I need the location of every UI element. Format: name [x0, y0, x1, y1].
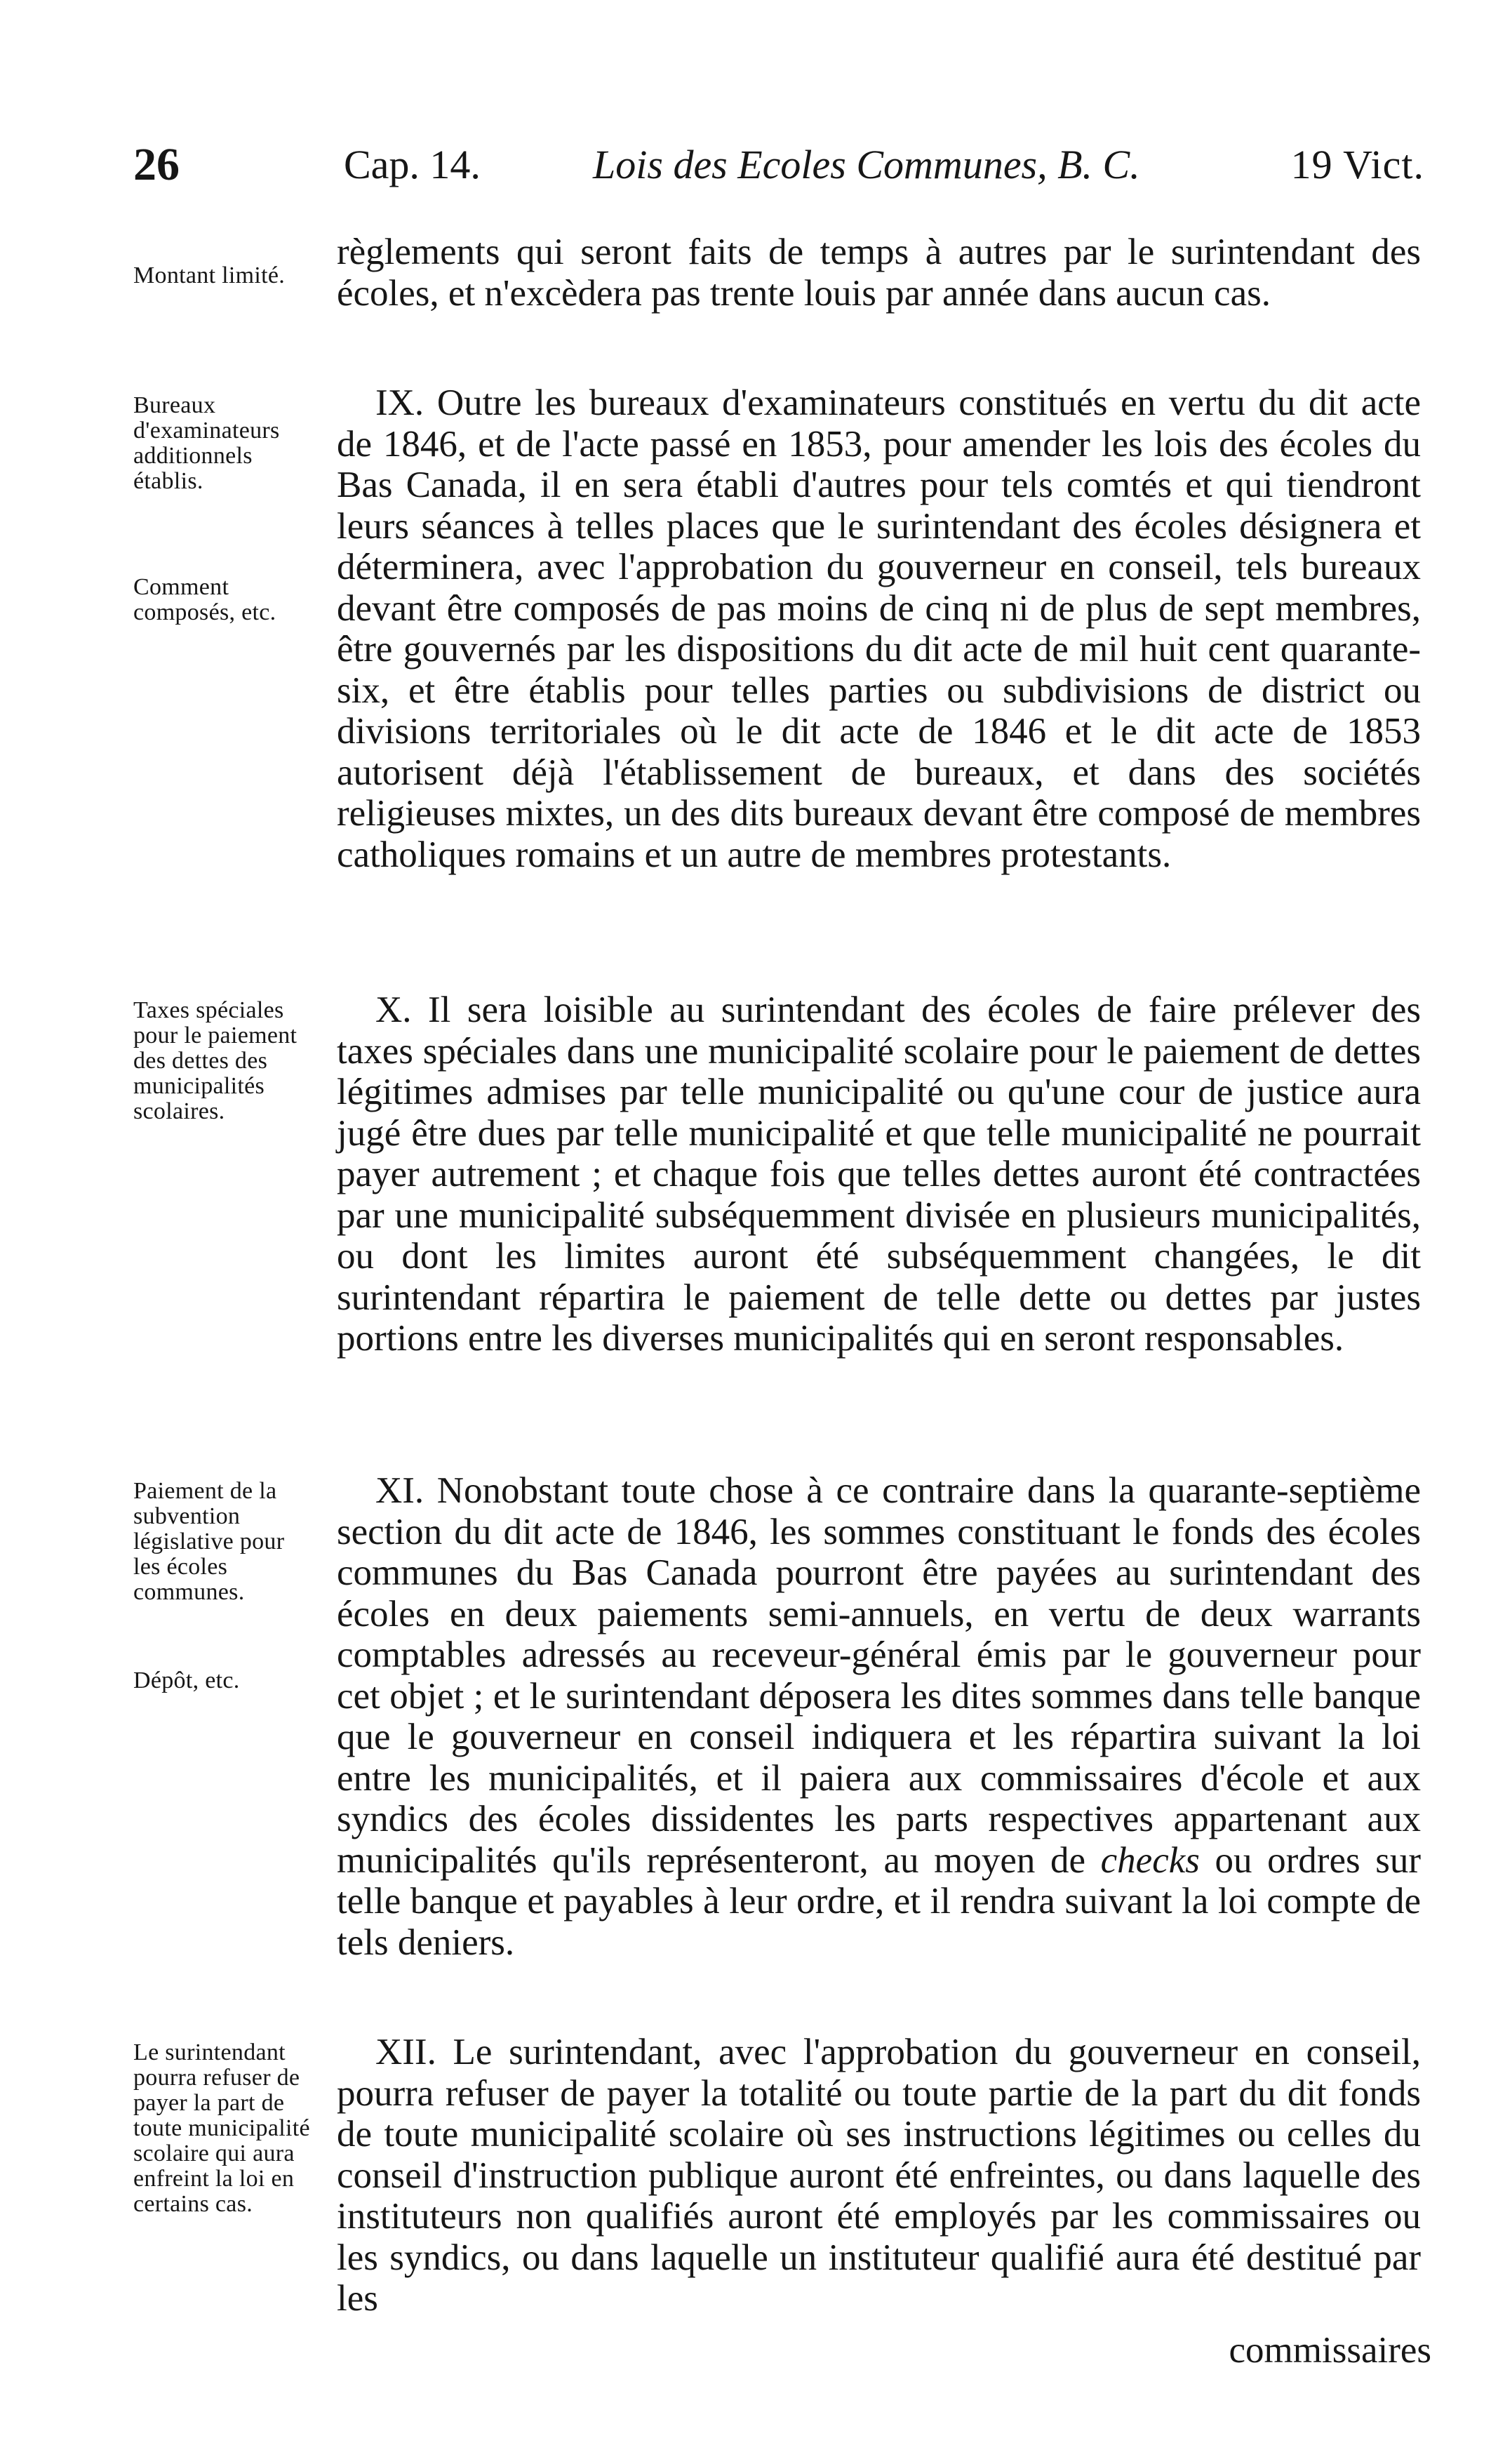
margin-note: Montant limité.	[133, 262, 286, 288]
paragraph	[337, 1470, 1421, 1963]
margin-note: Dépôt, etc.	[133, 1667, 240, 1693]
paragraph: XII. Le surintendant, avec l'approbation du gouverneur en conseil, pourra refuser de payer la totalité ou toute partie de la part du dit fonds de toute municipalité scolaire où ses instructions légitimes ou celles du conseil d'instruction publique auront été enfreintes, ou dans laquelle des instituteurs non qualifiés auront été employés par les commissaires ou les syndics, ou dans laquelle un instituteur qualifié aura été destitué par les	[337, 2032, 1421, 2319]
margin-note-column	[133, 2040, 323, 2217]
paragraph-text: XI. Nonobstant toute chose à ce contraire dans la quarante-septième section du dit acte de 1846, les sommes constituant le fonds des écoles communes du Bas Canada pourront être payées au surintendant des écoles en deux paiements semi-annuels, en vertu de deux warrants comptables adressés au receveur-général émis par le gouverneur pour cet objet ; et le surintendant déposera les dites sommes dans telle banque que le gouverneur en conseil indiquera et les répartira suivant la loi entre les municipalités, et il paiera aux commissaires d'école et aux syndics des écoles dissidentes les parts respectives appartenant aux municipalités qu'ils représenteront, au moyen de	[337, 1470, 1421, 1881]
margin-note: Paiement de la subvention législative pour les écoles communes.	[133, 1478, 285, 1605]
page-number: 26	[133, 139, 180, 190]
chapter-label: Cap. 14.	[344, 142, 481, 187]
margin-note: Taxes spéciales pour le paiement des dettes des municipalités scolaires.	[133, 997, 297, 1124]
paragraph: X. Il sera loisible au surintendant des écoles de faire prélever des taxes spéciales dans une municipalité scolaire pour le paiement de dettes légitimes admises par telle municipalité ou qu'une cour de justice aura jugé être dues par telle municipalité et que telle municipalité ne pourrait payer autrement ; et chaque fois que telles dettes auront été contractées par une municipalité subséquemment divisée en plusieurs municipalités, ou dont les limites auront été subséquemment changées, le dit surintendant répartira le paiement de telle dette ou dettes par justes portions entre les diverses municipalités qui en seront responsables.	[337, 990, 1421, 1359]
margin-note: Comment composés, etc.	[133, 574, 276, 625]
margin-note: Bureaux d'examinateurs additionnels établis.	[133, 392, 280, 494]
body-text	[337, 382, 1421, 875]
paragraph-text: ou ordres sur telle banque et payables à leur ordre, et il rendra suivant la loi compte de tels deniers.	[337, 1839, 1422, 1963]
paragraph: IX. Outre les bureaux d'examinateurs constitués en vertu du dit acte de 1846, et de l'acte passé en 1853, pour amender les lois des écoles du Bas Canada, il en sera établi d'autres pour tels comtés et qui tiendront leurs séances à telles places que le surintendant des écoles désignera et déterminera, avec l'approbation du gouverneur en conseil, tels bureaux devant être composés de pas moins de cinq ni de plus de sept membres, être gouvernés par les dispositions du dit acte de mil huit cent quarante-six, et être établis pour telles parties ou subdivisions de district ou divisions territoriales où le dit acte de 1846 et le dit acte de 1853 autorisent déjà l'établissement de bureaux, et dans des sociétés religieuses mixtes, un des dits bureaux devant être composé de membres catholiques romains et un autre de membres protestants.	[337, 382, 1421, 875]
margin-note-column	[133, 263, 323, 288]
body-text	[337, 990, 1421, 1359]
body-text	[337, 232, 1421, 314]
body-text	[337, 2032, 1421, 2319]
running-header	[133, 133, 1424, 197]
margin-note-column	[133, 1479, 323, 1693]
running-title: Lois des Ecoles Communes, B. C.	[593, 142, 1140, 187]
catchword-row	[133, 2330, 1431, 2372]
margin-note: Le surintendant pourra refuser de payer la part de toute municipalité scolaire qui aura enfreint la loi en certains cas.	[133, 2039, 310, 2217]
margin-note-column	[133, 393, 323, 625]
body-text	[337, 1470, 1421, 1963]
margin-note-column	[133, 998, 323, 1124]
paragraph: règlements qui seront faits de temps à autres par le surintendant des écoles, et n'excèdera pas trente louis par année dans aucun cas.	[337, 232, 1421, 314]
catchword: commissaires	[1229, 2330, 1431, 2371]
italic-term: checks	[1100, 1839, 1200, 1881]
regnal-year: 19 Vict.	[1290, 142, 1424, 187]
